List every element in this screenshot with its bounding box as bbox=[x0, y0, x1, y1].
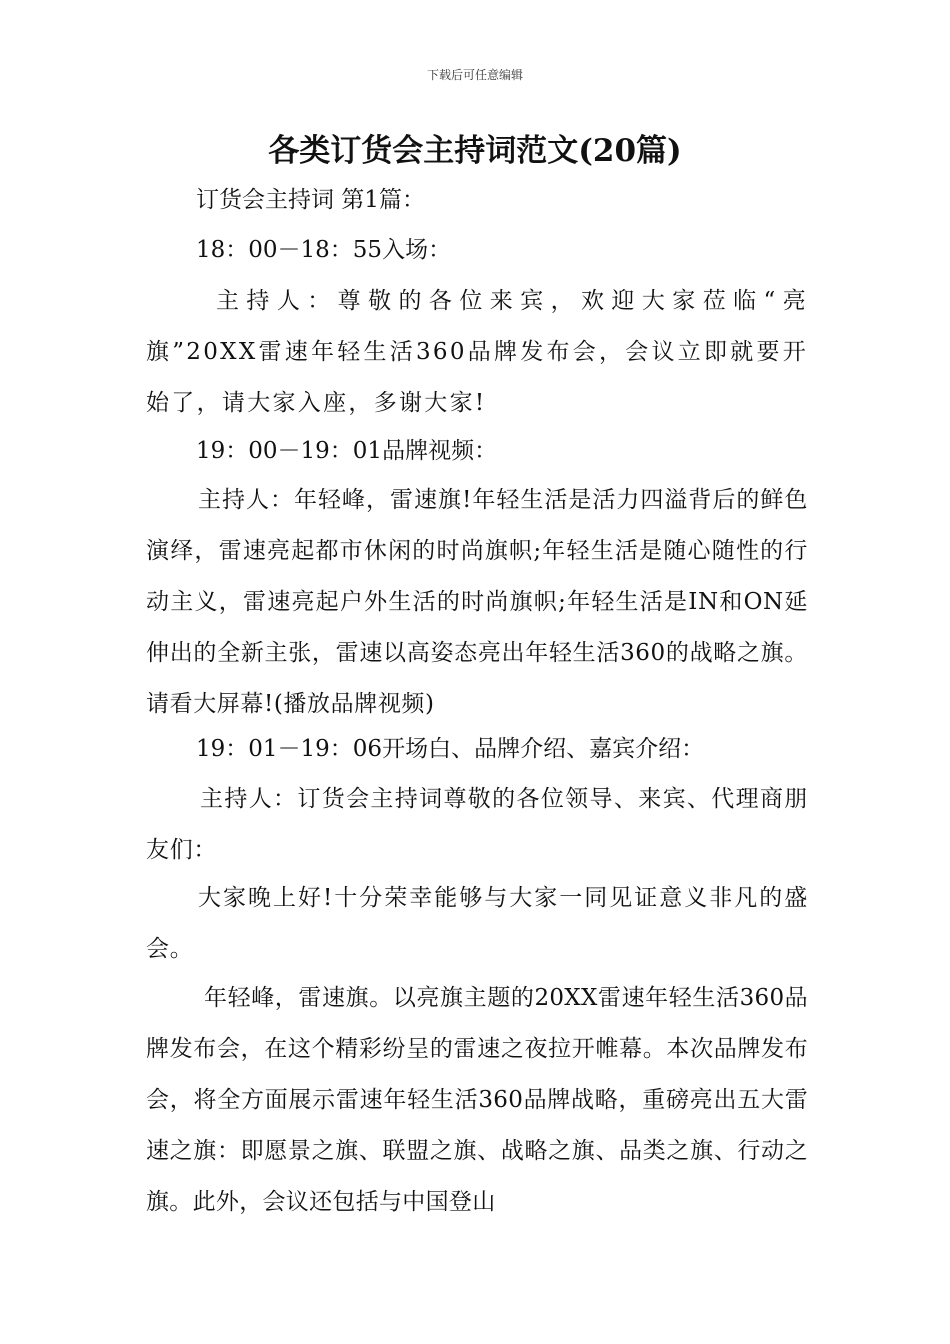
paragraph-greeting: 大家晚上好!十分荣幸能够与大家一同见证意义非凡的盛会。 bbox=[146, 885, 808, 962]
header-note: 下载后可任意编辑 bbox=[426, 68, 523, 82]
paragraph-section-heading: 订货会主持词 第1篇： bbox=[196, 187, 425, 213]
paragraph-host-welcome: 主持人：尊敬的各位来宾，欢迎大家莅临“亮旗”20XX雷速年轻生活360品牌发布会，会议立即就要开始了，请大家入座，多谢大家! bbox=[146, 288, 808, 416]
document-title: 各类订货会主持词范文(20篇) bbox=[268, 133, 682, 169]
paragraph-schedule-2: 19：00－19：01品牌视频： bbox=[196, 438, 498, 464]
paragraph-host-brand-video: 主持人：年轻峰，雷速旗!年轻生活是活力四溢背后的鲜色演绎，雷速亮起都市休闲的时尚旗帜;年轻生活是随心随性的行动主义，雷速亮起户外生活的时尚旗帜;年轻生活是IN和ON延伸出的全新主张，雷速以高姿态亮出年轻生活360的战略之旗。请看大屏幕!(播放品牌视频) bbox=[146, 487, 808, 717]
paragraph-launch-overview: 年轻峰，雷速旗。以亮旗主题的20XX雷速年轻生活360品牌发布会，在这个精彩纷呈的雷速之夜拉开帷幕。本次品牌发布会，将全方面展示雷速年轻生活360品牌战略，重磅亮出五大雷速之旗：即愿景之旗、联盟之旗、战略之旗、品类之旗、行动之旗。此外，会议还包括与中国登山 bbox=[146, 985, 808, 1215]
paragraph-host-opening: 主持人：订货会主持词尊敬的各位领导、来宾、代理商朋友们： bbox=[146, 786, 808, 863]
paragraph-schedule-3: 19：01－19：06开场白、品牌介绍、嘉宾介绍： bbox=[196, 736, 705, 762]
paragraph-schedule-1: 18：00－18：55入场： bbox=[196, 237, 452, 263]
